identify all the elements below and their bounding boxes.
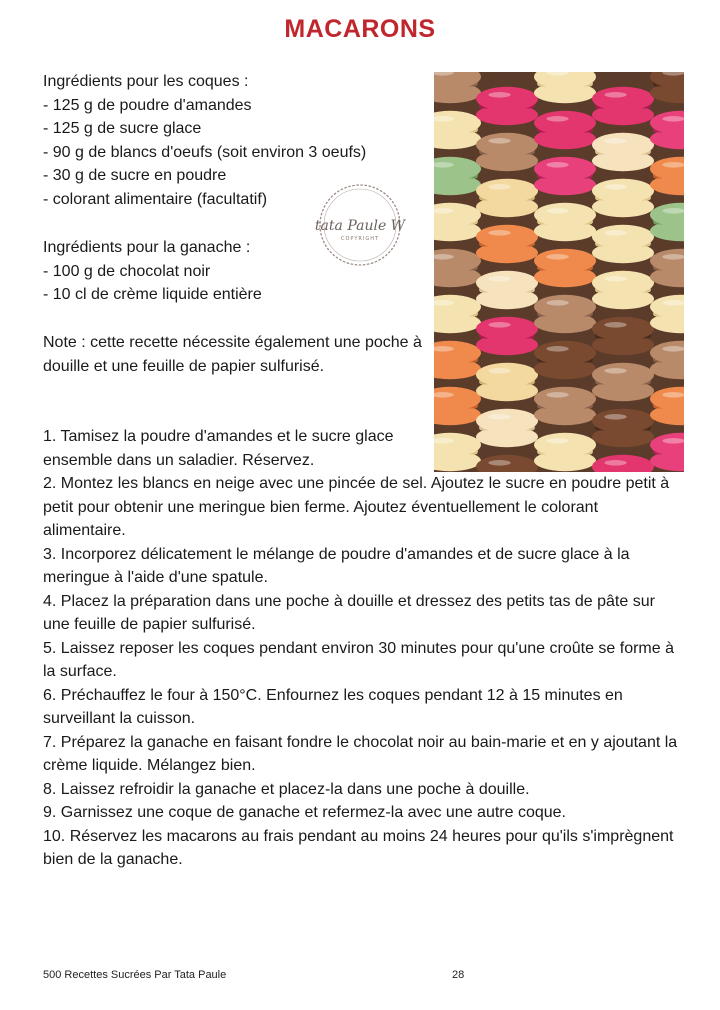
copyright-stamp (313, 178, 407, 272)
macaron-shape (534, 249, 596, 287)
recipe-note: Note : cette recette nécessite également une poche à douille et une feuille de papier sulfurisé. (43, 334, 422, 375)
macaron-shape (476, 363, 538, 401)
macaron-shape (650, 249, 684, 287)
step-item: 8. Laissez refroidir la ganache et placez-la dans une poche à douille. (43, 780, 530, 798)
step-item: 9. Garnissez une coque de ganache et refermez-la avec une autre coque. (43, 804, 566, 821)
macaron-shape (534, 72, 596, 103)
coques-heading: Ingrédients pour les coques : (43, 73, 249, 90)
macaron-shape (476, 87, 538, 125)
macaron-shape (434, 249, 481, 287)
macaron-shape (650, 111, 684, 149)
ingredient-item: - 90 g de blancs d'oeufs (soit environ 3 oeufs) (43, 143, 367, 161)
page-title: MACARONS (284, 15, 436, 43)
macaron-shape (650, 387, 684, 425)
macaron-shape (434, 295, 481, 333)
ingredient-item: - 100 g de chocolat noir (43, 262, 211, 280)
macaron-shape (534, 341, 596, 379)
recipe-steps (43, 425, 683, 872)
footer-book-title: 500 Recettes Sucrées Par Tata Paule (43, 969, 227, 981)
macaron-shape (650, 157, 684, 195)
macaron-shape (592, 317, 654, 355)
stamp-name: tata Paule W (314, 218, 406, 234)
macaron-shape (534, 203, 596, 241)
ingredient-item: - 30 g de sucre en poudre (43, 167, 227, 184)
macaron-shape (534, 433, 596, 471)
macaron-shape (476, 225, 538, 263)
macaron-shape (650, 433, 684, 471)
macaron-shape (476, 133, 538, 171)
macaron-shape (476, 271, 538, 309)
ingredient-item: - 10 cl de crème liquide entière (43, 286, 262, 303)
macaron-shape (592, 225, 654, 263)
macaron-shape (592, 363, 654, 401)
macaron-shape (592, 409, 654, 447)
stamp-graphic (313, 178, 407, 272)
macarons-photo (434, 72, 684, 472)
macaron-shape (434, 111, 481, 149)
macaron-shape (476, 409, 538, 447)
ingredient-item: - 125 g de poudre d'amandes (43, 96, 252, 114)
ingredient-item: - colorant alimentaire (facultatif) (43, 190, 268, 208)
macaron-shape (592, 87, 654, 125)
macaron-shape (534, 111, 596, 149)
macaron-shape (434, 72, 481, 103)
step-item: 5. Laissez reposer les coques pendant environ 30 minutes pour qu'une croûte se forme à la surface. (43, 639, 674, 680)
macarons-illustration (434, 72, 684, 472)
step-item: 3. Incorporez délicatement le mélange de poudre d'amandes et de sucre glace à la meringue à l'aide d'une spatule. (43, 545, 630, 586)
macaron-shape (534, 295, 596, 333)
step-item: 10. Réservez les macarons au frais pendant au moins 24 heures pour qu'ils s'imprègnent bien de la ganache. (43, 827, 674, 868)
ingredient-item: - 125 g de sucre glace (43, 120, 202, 137)
macaron-shape (592, 271, 654, 309)
macaron-shape (434, 157, 481, 195)
macaron-shape (534, 387, 596, 425)
step-item: 1. Tamisez la poudre d'amandes et le sucre glace ensemble dans un saladier. Réservez. (43, 428, 394, 469)
macaron-shape (650, 341, 684, 379)
macaron-shape (534, 157, 596, 195)
macaron-shape (434, 433, 481, 471)
step-item: 7. Préparez la ganache en faisant fondre le chocolat noir au bain-marie et en y ajoutant la crème liquide. Mélangez bien. (43, 733, 678, 774)
step-item: 4. Placez la préparation dans une poche à douille et dressez des petits tas de pâte sur une feuille de papier sulfurisé. (43, 592, 655, 633)
page-number: 28 (452, 969, 465, 981)
macaron-shape (434, 341, 481, 379)
step-item: 6. Préchauffez le four à 150°C. Enfournez les coques pendant 12 à 15 minutes en surveillant la cuisson. (43, 686, 623, 727)
macaron-shape (650, 203, 684, 241)
macaron-shape (650, 295, 684, 333)
macaron-shape (434, 203, 481, 241)
macaron-shape (592, 133, 654, 171)
macaron-shape (592, 179, 654, 217)
ganache-ingredients (43, 236, 262, 307)
step-item: 2. Montez les blancs en neige avec une pincée de sel. Ajoutez le sucre en poudre petit à petit pour obtenir une meringue bien ferme. Ajoutez éventuellement le colorant alimentaire. (43, 475, 670, 539)
macaron-shape (434, 387, 481, 425)
ganache-heading: Ingrédients pour la ganache : (43, 239, 251, 256)
stamp-sub: COPYRIGHT (340, 236, 380, 242)
macaron-shape (476, 317, 538, 355)
macaron-shape (476, 179, 538, 217)
